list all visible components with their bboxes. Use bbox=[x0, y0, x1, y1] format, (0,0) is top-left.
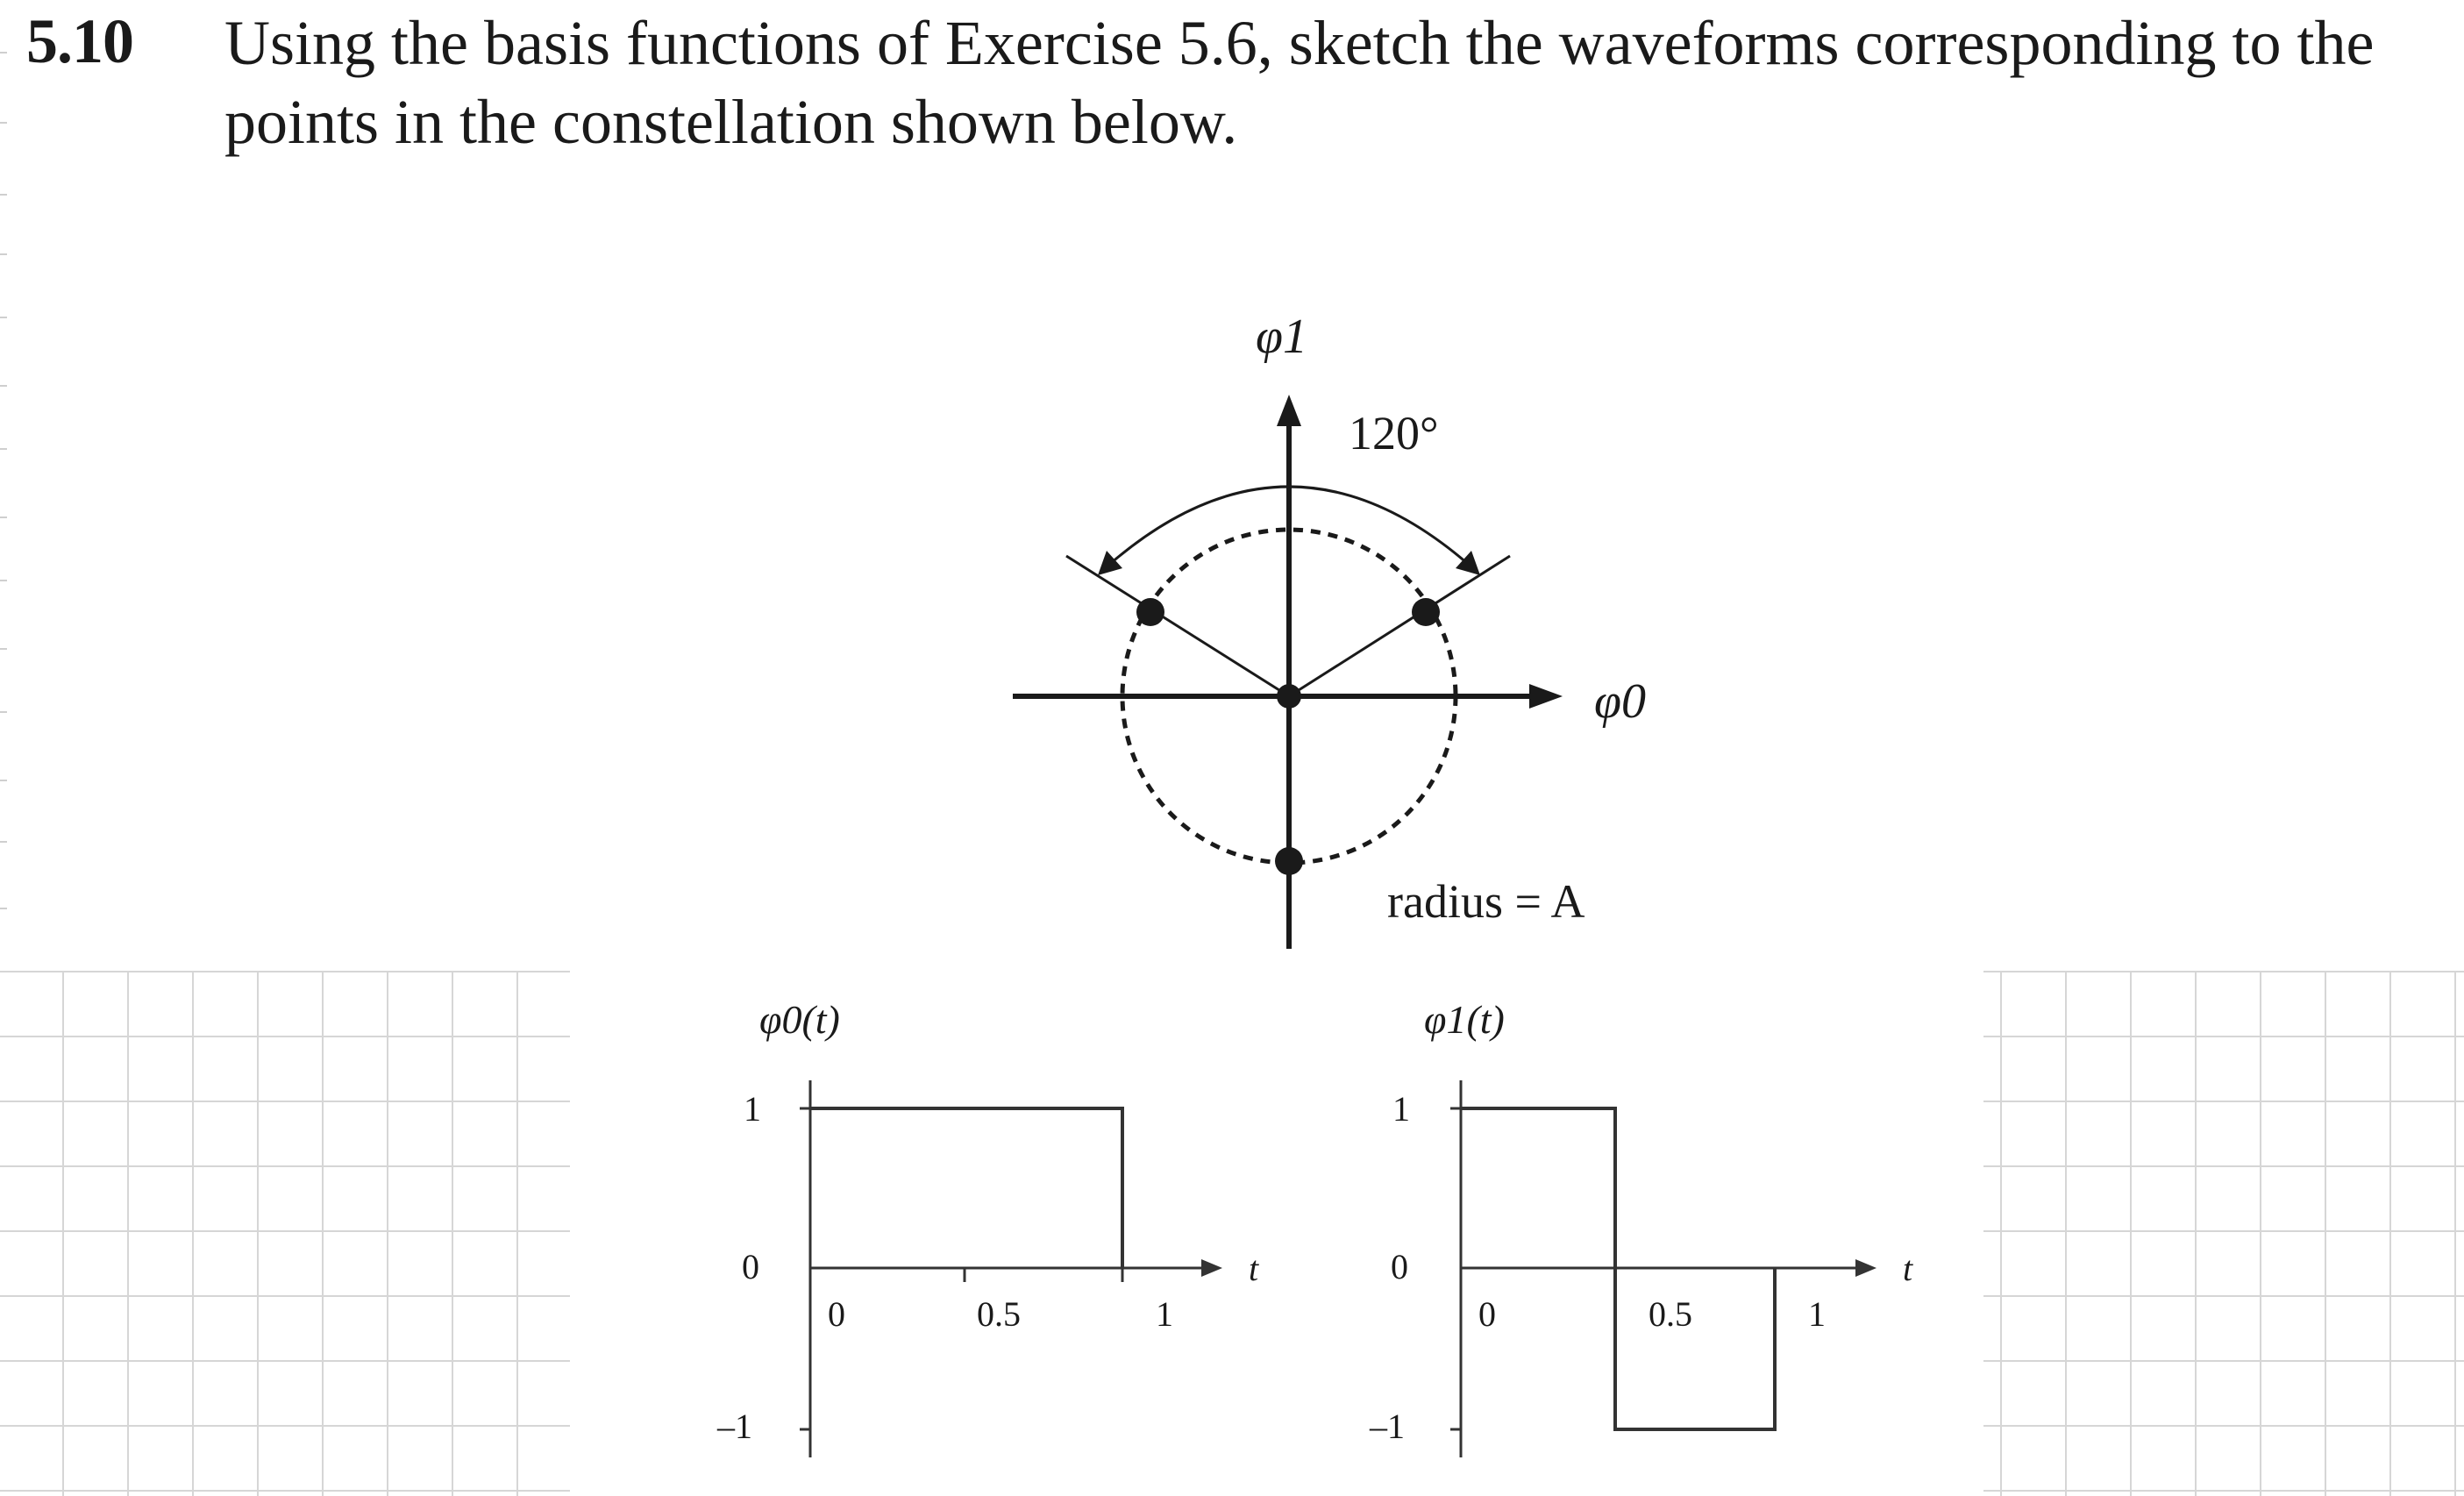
problem-text-line-1: Using the basis functions of Exercise 5.6, sketch the waveforms corresponding to the bbox=[224, 8, 2375, 78]
phi1-y-label-0: 0 bbox=[1391, 1247, 1408, 1286]
phi0-plot bbox=[716, 997, 1259, 1457]
phi1-t-label: t bbox=[1903, 1249, 1913, 1288]
constellation-point-2 bbox=[1412, 598, 1440, 626]
radial-line-150 bbox=[1066, 556, 1289, 696]
phi1-plot bbox=[1369, 997, 1913, 1457]
phi1-axis-label: φ1 bbox=[1256, 310, 1307, 364]
phi0-y-label-minus1: –1 bbox=[717, 1407, 752, 1446]
phi0-plot-title: φ0(t) bbox=[759, 997, 840, 1042]
phi0-x-axis-arrowhead bbox=[1201, 1259, 1222, 1277]
problem-number: 5.10 bbox=[26, 6, 133, 76]
problem-text-line-2: points in the constellation shown below. bbox=[224, 87, 1238, 157]
phi0-y-label-0: 0 bbox=[742, 1247, 759, 1286]
constellation-point-1 bbox=[1136, 598, 1164, 626]
angle-arc-arrow-right bbox=[1456, 551, 1480, 575]
phi0-y-label-1: 1 bbox=[744, 1089, 761, 1129]
phi1-x-axis-arrowhead bbox=[1855, 1259, 1876, 1277]
phi1-x-label-1: 1 bbox=[1808, 1294, 1826, 1334]
radial-line-30 bbox=[1289, 556, 1510, 696]
angle-label: 120° bbox=[1349, 407, 1439, 459]
constellation-diagram bbox=[1013, 310, 1646, 949]
phi0-axis-label: φ0 bbox=[1594, 674, 1646, 729]
phi1-y-label-1: 1 bbox=[1392, 1089, 1410, 1129]
phi0-x-label-1: 1 bbox=[1156, 1294, 1173, 1334]
radius-label: radius = A bbox=[1387, 875, 1585, 928]
phi0-t-label: t bbox=[1249, 1249, 1259, 1288]
phi1-x-label-0: 0 bbox=[1478, 1294, 1496, 1334]
phi1-x-label-0_5: 0.5 bbox=[1649, 1294, 1692, 1334]
constellation-point-3 bbox=[1275, 847, 1303, 875]
phi0-x-label-0: 0 bbox=[828, 1294, 845, 1334]
phi1-plot-title: φ1(t) bbox=[1424, 997, 1505, 1042]
phi0-waveform bbox=[810, 1108, 1122, 1268]
phi1-y-label-minus1: –1 bbox=[1370, 1407, 1405, 1446]
angle-arc-arrow-left bbox=[1098, 551, 1122, 575]
phi1-axis-arrowhead bbox=[1277, 395, 1301, 426]
phi0-x-label-0_5: 0.5 bbox=[977, 1294, 1021, 1334]
origin-dot bbox=[1277, 684, 1301, 709]
phi0-axis-arrowhead bbox=[1529, 684, 1563, 709]
